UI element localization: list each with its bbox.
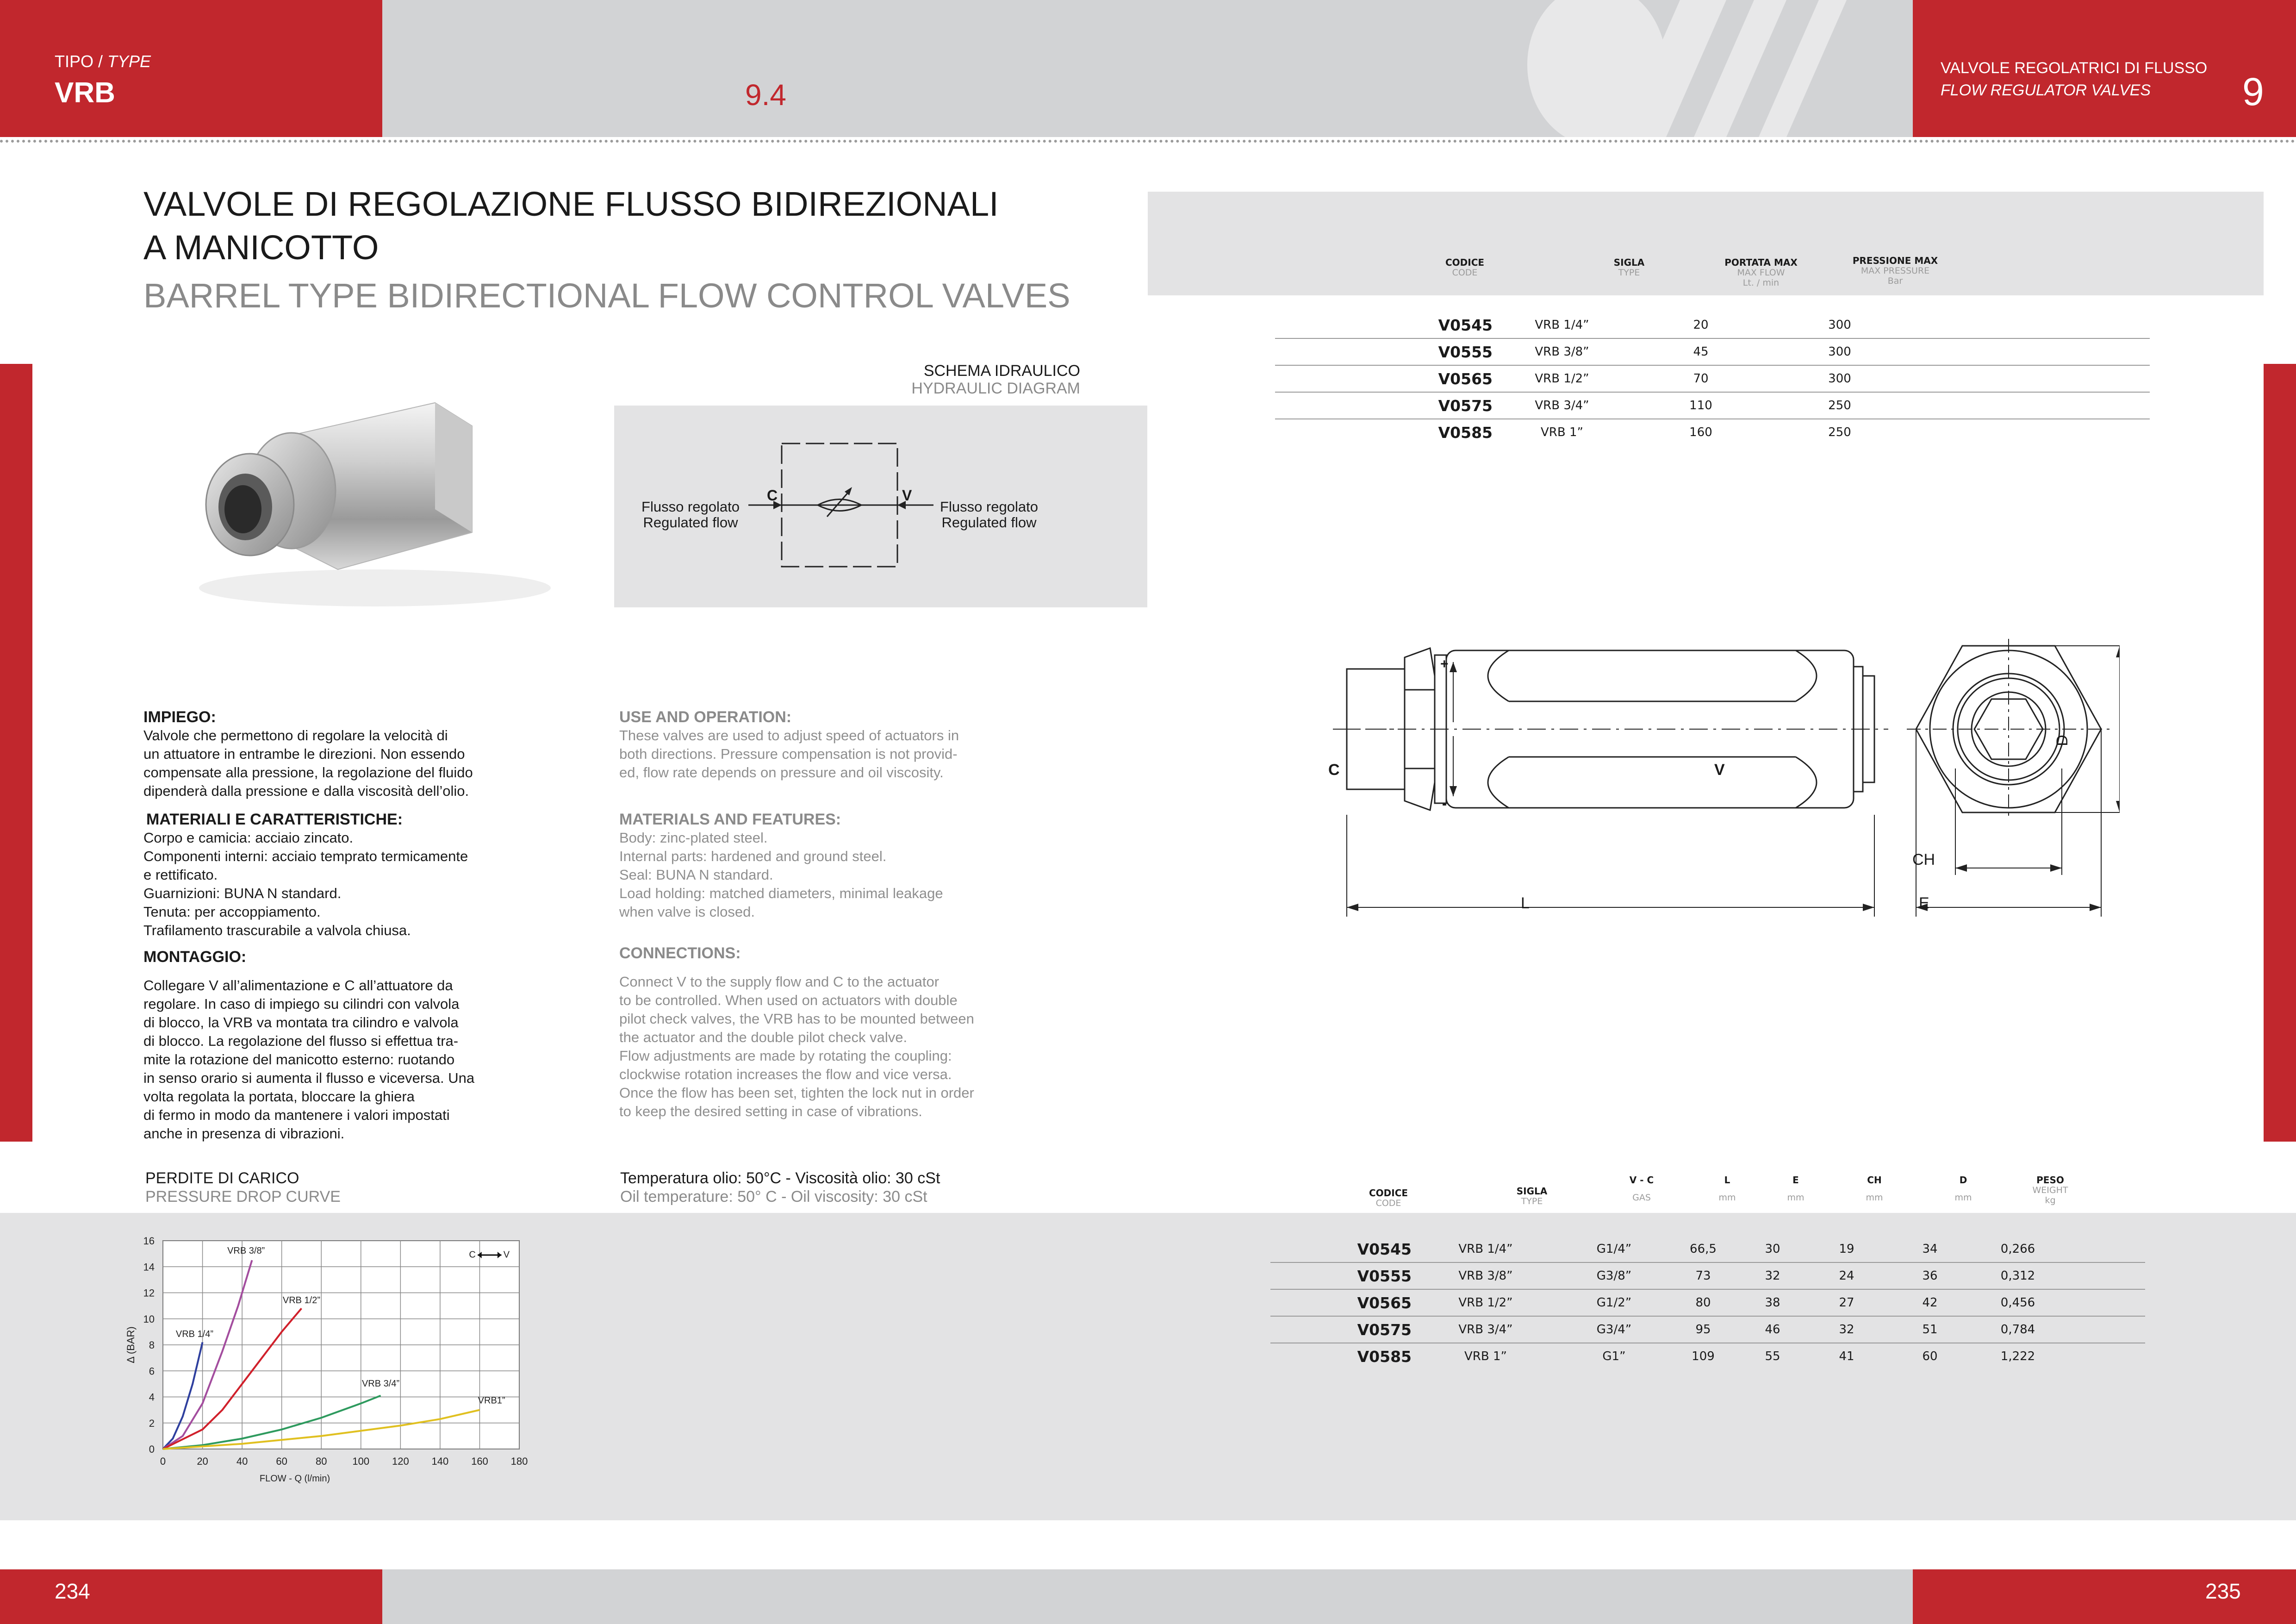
dim-ch: 24 <box>1839 1269 1854 1283</box>
dim-spacer <box>2062 1316 2145 1343</box>
hydraulic-diagram-title-en: HYDRAULIC DIAGRAM <box>911 380 1080 397</box>
x-tick-label: 100 <box>352 1455 370 1467</box>
dim-code: V0565 <box>1357 1293 1412 1312</box>
perf-header-code-en: CODE <box>1452 268 1478 278</box>
table-row <box>1275 419 2150 445</box>
drawing-label-c: C <box>1328 761 1340 779</box>
dim-d: 36 <box>1922 1269 1938 1283</box>
page-number-left: 234 <box>55 1579 90 1603</box>
table-row <box>1270 1343 2145 1369</box>
dim-code: V0575 <box>1357 1320 1412 1339</box>
dim-header-ch <box>1837 1175 1911 1203</box>
perf-type: VRB 3/8” <box>1535 345 1589 359</box>
type-label-en: TYPE <box>107 52 151 71</box>
technical-drawing <box>1314 630 2120 935</box>
dim-header-d-en: mm <box>1954 1193 1972 1203</box>
x-tick-label: 160 <box>471 1455 488 1467</box>
dim-header-type-en: TYPE <box>1521 1196 1543 1206</box>
perf-spacer <box>1909 392 2150 419</box>
page-number-right: 235 <box>2205 1579 2241 1603</box>
drawing-label-plus: + <box>1440 656 1449 672</box>
x-tick-label: 80 <box>315 1455 327 1467</box>
dim-header-code <box>1333 1188 1444 1208</box>
chapter-number: 9 <box>2242 70 2264 113</box>
dim-header-e-it: E <box>1792 1174 1799 1186</box>
drawing-label-l: L <box>1521 894 1530 912</box>
x-tick-label: 0 <box>160 1455 166 1467</box>
dim-type: VRB 3/4” <box>1458 1323 1513 1337</box>
use-title: USE AND OPERATION: <box>619 708 792 726</box>
perf-pressure: 300 <box>1828 318 1851 332</box>
left-side-bar <box>0 364 32 1142</box>
left-flow-label-en: Regulated flow <box>643 514 738 531</box>
perf-flow: 45 <box>1693 345 1709 359</box>
perf-header-pressure <box>1835 256 1955 286</box>
perf-flow: 20 <box>1693 318 1709 332</box>
dim-header-e-en: mm <box>1787 1193 1804 1203</box>
dim-d: 51 <box>1922 1323 1938 1337</box>
left-flow-label <box>635 499 746 531</box>
series-label: VRB 1/4” <box>175 1329 214 1340</box>
text-column-it <box>143 708 523 1143</box>
right-flow-label <box>933 499 1045 531</box>
table-row <box>1270 1316 2145 1343</box>
connections-title: CONNECTIONS: <box>619 944 741 962</box>
perf-header-pressure-unit: Bar <box>1887 276 1903 286</box>
perf-code: V0545 <box>1438 316 1493 334</box>
drawing-label-ch: CH <box>1912 851 1935 868</box>
perf-spacer <box>1909 419 2150 445</box>
legend-label-c: C <box>469 1249 476 1260</box>
category-label-it: VALVOLE REGOLATRICI DI FLUSSO <box>1941 59 2208 77</box>
perf-flow: 110 <box>1689 399 1712 412</box>
pressure-drop-chart <box>111 1227 551 1495</box>
x-tick-label: 20 <box>197 1455 208 1467</box>
hydraulic-diagram-panel <box>614 406 1147 607</box>
montaggio-title: MONTAGGIO: <box>143 948 247 966</box>
type-value: VRB <box>55 77 115 109</box>
table-row <box>1275 392 2150 419</box>
pressure-drop-title-en: PRESSURE DROP CURVE <box>145 1188 341 1206</box>
dim-spacer <box>2062 1236 2145 1262</box>
perf-header-pressure-en: MAX PRESSURE <box>1860 266 1930 276</box>
pressure-drop-title-it: PERDITE DI CARICO <box>145 1169 299 1187</box>
dim-type: VRB 1” <box>1464 1349 1507 1363</box>
perf-type: VRB 1/2” <box>1535 372 1589 386</box>
x-tick-label: 140 <box>431 1455 449 1467</box>
dim-header-weight-unit: kg <box>2045 1195 2056 1206</box>
impiego-title: IMPIEGO: <box>143 708 216 726</box>
dim-header-e <box>1759 1175 1833 1203</box>
perf-code: V0575 <box>1438 396 1493 415</box>
port-v-label: V <box>902 487 912 504</box>
dim-gas: G3/4” <box>1596 1323 1632 1337</box>
x-tick-label: 60 <box>276 1455 287 1467</box>
right-flow-label-en: Regulated flow <box>941 514 1037 531</box>
right-side-bar <box>2264 364 2296 1142</box>
perf-header-code <box>1407 257 1523 278</box>
perf-header-pressure-it: PRESSIONE MAX <box>1852 255 1938 266</box>
perf-header-flow-unit: Lt. / min <box>1742 278 1780 288</box>
table-row <box>1275 365 2150 392</box>
dim-header-ch-en: mm <box>1866 1193 1883 1203</box>
dim-table <box>1270 1236 2145 1369</box>
y-tick-label: 6 <box>149 1365 155 1377</box>
materiali-body: Corpo e camicia: acciaio zincato. Componenti interni: acciaio temprato termicamente e rettificato. Guarnizioni: BUNA N standard. Tenuta: per accoppiamento. Trafilamento trascurabile a valvola chiusa. <box>143 830 468 938</box>
perf-pressure: 250 <box>1828 399 1851 412</box>
use-body: These valves are used to adjust speed of actuators in both directions. Pressure compensation is not provid- ed, flow rate depends on pressure and oil viscosity. <box>619 727 959 781</box>
dim-header-d-it: D <box>1959 1174 1967 1186</box>
oil-temp-it: Temperatura olio: 50°C - Viscosità olio: 30 cSt <box>620 1169 940 1187</box>
dim-header-weight <box>2013 1175 2087 1206</box>
dim-ch: 41 <box>1839 1349 1854 1363</box>
drawing-label-minus: - <box>1442 796 1447 812</box>
dim-gas: G3/8” <box>1596 1269 1632 1283</box>
page-title-it-1: VALVOLE DI REGOLAZIONE FLUSSO BIDIREZIONALI <box>143 185 999 223</box>
perf-spacer <box>1909 338 2150 365</box>
perf-code: V0565 <box>1438 369 1493 388</box>
y-tick-label: 12 <box>143 1287 155 1299</box>
dim-header-weight-it: PESO <box>2036 1174 2064 1186</box>
perf-table <box>1275 312 2150 445</box>
montaggio-body: Collegare V all’alimentazione e C all’attuatore da regolare. In caso di impiego su cilindri con valvola di blocco, la VRB va montata tra cilindro e valvola di blocco. La regolazione del flusso si effettua tra- mite la rotazione del manicotto esterno: ruotando in senso orario si aumenta il flusso e viceversa. Una volta regolata la portata, bloccare la ghiera di fermo in modo da mantenere i valori impostati anche in presenza di vibrazioni. <box>143 977 475 1142</box>
materials-title: MATERIALS AND FEATURES: <box>619 811 841 828</box>
oil-temp-en: Oil temperature: 50° C - Oil viscosity: 30 cSt <box>620 1188 927 1206</box>
dim-weight: 0,784 <box>2000 1323 2035 1337</box>
dim-spacer <box>2062 1343 2145 1369</box>
dim-header-code-it: CODICE <box>1369 1187 1408 1199</box>
perf-type: VRB 3/4” <box>1535 399 1589 412</box>
drawing-label-d: D <box>2053 735 2071 746</box>
y-tick-label: 0 <box>149 1443 155 1455</box>
perf-code: V0585 <box>1438 423 1493 442</box>
brand-stripes-graphic <box>1527 0 1913 137</box>
x-tick-label: 180 <box>510 1455 528 1467</box>
materials-body: Body: zinc-plated steel. Internal parts: hardened and ground steel. Seal: BUNA N standard. Load holding: matched diameters, minimal leakage when valve is closed. <box>619 830 943 920</box>
perf-pressure: 250 <box>1828 425 1851 439</box>
dim-header-gas-it: V - C <box>1629 1174 1654 1186</box>
perf-header-type-en: TYPE <box>1618 268 1640 278</box>
dim-ch: 27 <box>1839 1296 1854 1310</box>
dim-d: 42 <box>1922 1296 1938 1310</box>
category-label-en: FLOW REGULATOR VALVES <box>1941 81 2151 99</box>
dim-gas: G1/2” <box>1596 1296 1632 1310</box>
dim-ch: 19 <box>1839 1242 1854 1256</box>
legend-label-v: V <box>503 1249 510 1260</box>
perf-header-flow <box>1703 257 1819 288</box>
dim-code: V0585 <box>1357 1347 1412 1366</box>
dim-header-ch-it: CH <box>1867 1174 1882 1186</box>
perf-spacer <box>1909 365 2150 392</box>
left-flow-label-it: Flusso regolato <box>641 499 740 515</box>
dim-e: 30 <box>1765 1242 1780 1256</box>
series-label: VRB 3/8” <box>227 1246 265 1256</box>
y-tick-label: 4 <box>149 1391 155 1403</box>
dim-header-gas <box>1588 1175 1695 1203</box>
dim-header-weight-en: WEIGHT <box>2032 1185 2068 1195</box>
y-axis-label: Δ (BAR) <box>125 1326 137 1363</box>
perf-header-flow-it: PORTATA MAX <box>1724 257 1798 268</box>
dim-ch: 32 <box>1839 1323 1854 1337</box>
dim-weight: 0,266 <box>2000 1242 2035 1256</box>
table-row <box>1275 338 2150 365</box>
perf-pressure: 300 <box>1828 345 1851 359</box>
product-photo <box>176 394 560 611</box>
drawing-label-e: E <box>1919 894 1929 912</box>
series-label: VRB 1/2” <box>282 1295 321 1305</box>
dim-header-gas-en: GAS <box>1632 1193 1651 1203</box>
dim-header-code-en: CODE <box>1375 1198 1401 1208</box>
dim-spacer <box>2062 1262 2145 1289</box>
dim-d: 34 <box>1922 1242 1938 1256</box>
type-label-it: TIPO / <box>55 52 103 71</box>
perf-header-flow-en: MAX FLOW <box>1737 268 1785 278</box>
x-tick-label: 120 <box>392 1455 409 1467</box>
footer-center-band <box>382 1569 1913 1624</box>
perf-header-type-it: SIGLA <box>1613 257 1645 268</box>
dim-header-l <box>1690 1175 1764 1203</box>
series-label: VRB1” <box>478 1395 505 1406</box>
dim-header-d <box>1926 1175 2000 1203</box>
y-tick-label: 8 <box>149 1339 155 1351</box>
x-axis-label: FLOW - Q (l/min) <box>259 1474 330 1484</box>
dim-weight: 0,456 <box>2000 1296 2035 1310</box>
dim-code: V0545 <box>1357 1240 1412 1258</box>
dim-l: 66,5 <box>1690 1242 1717 1256</box>
perf-pressure: 300 <box>1828 372 1851 386</box>
table-row <box>1270 1262 2145 1289</box>
y-tick-label: 16 <box>143 1235 155 1247</box>
header-divider <box>0 140 2296 143</box>
x-tick-label: 40 <box>236 1455 248 1467</box>
port-c-label: C <box>767 487 778 504</box>
dim-spacer <box>2062 1289 2145 1316</box>
dim-l: 80 <box>1695 1296 1711 1310</box>
drawing-label-v: V <box>1714 761 1725 779</box>
dim-e: 46 <box>1765 1323 1780 1337</box>
type-label <box>55 52 151 71</box>
perf-code: V0555 <box>1438 343 1493 361</box>
dim-header-l-en: mm <box>1718 1193 1736 1203</box>
materiali-title: MATERIALI E CARATTERISTICHE: <box>146 811 403 828</box>
dim-code: V0555 <box>1357 1267 1412 1285</box>
dim-gas: G1” <box>1602 1349 1626 1363</box>
dim-header-l-it: L <box>1724 1174 1730 1186</box>
perf-type: VRB 1” <box>1541 425 1583 439</box>
dim-d: 60 <box>1922 1349 1938 1363</box>
perf-header-type <box>1571 257 1687 278</box>
dim-e: 32 <box>1765 1269 1780 1283</box>
table-row <box>1270 1236 2145 1262</box>
section-number: 9.4 <box>745 78 786 112</box>
right-flow-label-it: Flusso regolato <box>940 499 1038 515</box>
dim-weight: 0,312 <box>2000 1269 2035 1283</box>
dim-header-type-it: SIGLA <box>1516 1186 1548 1197</box>
page-title-it-2: A MANICOTTO <box>143 228 379 267</box>
dim-type: VRB 3/8” <box>1458 1269 1513 1283</box>
dim-l: 109 <box>1692 1349 1715 1363</box>
dim-header-type <box>1476 1186 1587 1206</box>
perf-spacer <box>1909 312 2150 338</box>
perf-flow: 160 <box>1689 425 1712 439</box>
y-tick-label: 14 <box>143 1261 155 1273</box>
perf-type: VRB 1/4” <box>1535 318 1589 332</box>
dim-type: VRB 1/4” <box>1458 1242 1513 1256</box>
page-title-en: BARREL TYPE BIDIRECTIONAL FLOW CONTROL VALVES <box>143 276 1070 315</box>
series-label: VRB 3/4” <box>361 1379 400 1389</box>
text-column-en <box>619 708 1027 1121</box>
perf-header-code-it: CODICE <box>1445 257 1485 268</box>
dim-weight: 1,222 <box>2000 1349 2035 1363</box>
dim-gas: G1/4” <box>1596 1242 1632 1256</box>
dim-l: 95 <box>1695 1323 1711 1337</box>
table-row <box>1275 312 2150 338</box>
y-tick-label: 10 <box>143 1313 155 1325</box>
dim-e: 55 <box>1765 1349 1780 1363</box>
dim-l: 73 <box>1695 1269 1711 1283</box>
connections-body: Connect V to the supply flow and C to the actuator to be controlled. When used on actuators with double pilot check valves, the VRB has to be mounted between the actuator and the double pilot check valve. Flow adjustments are made by rotating the coupling: clockwise rotation increases the flow and vice versa. Once the flow has been set, tighten the lock nut in order to keep the desired setting in case of vibrations. <box>619 974 974 1119</box>
hydraulic-diagram-title-it: SCHEMA IDRAULICO <box>923 362 1080 380</box>
perf-flow: 70 <box>1693 372 1709 386</box>
y-tick-label: 2 <box>149 1417 155 1429</box>
dim-type: VRB 1/2” <box>1458 1296 1513 1310</box>
dim-e: 38 <box>1765 1296 1780 1310</box>
table-row <box>1270 1289 2145 1316</box>
impiego-body: Valvole che permettono di regolare la velocità di un attuatore in entrambe le direzioni. Non essendo compensate alla pressione, la regolazione del fluido dipenderà dalla pressione e dalla viscosità dell’olio. <box>143 727 473 799</box>
